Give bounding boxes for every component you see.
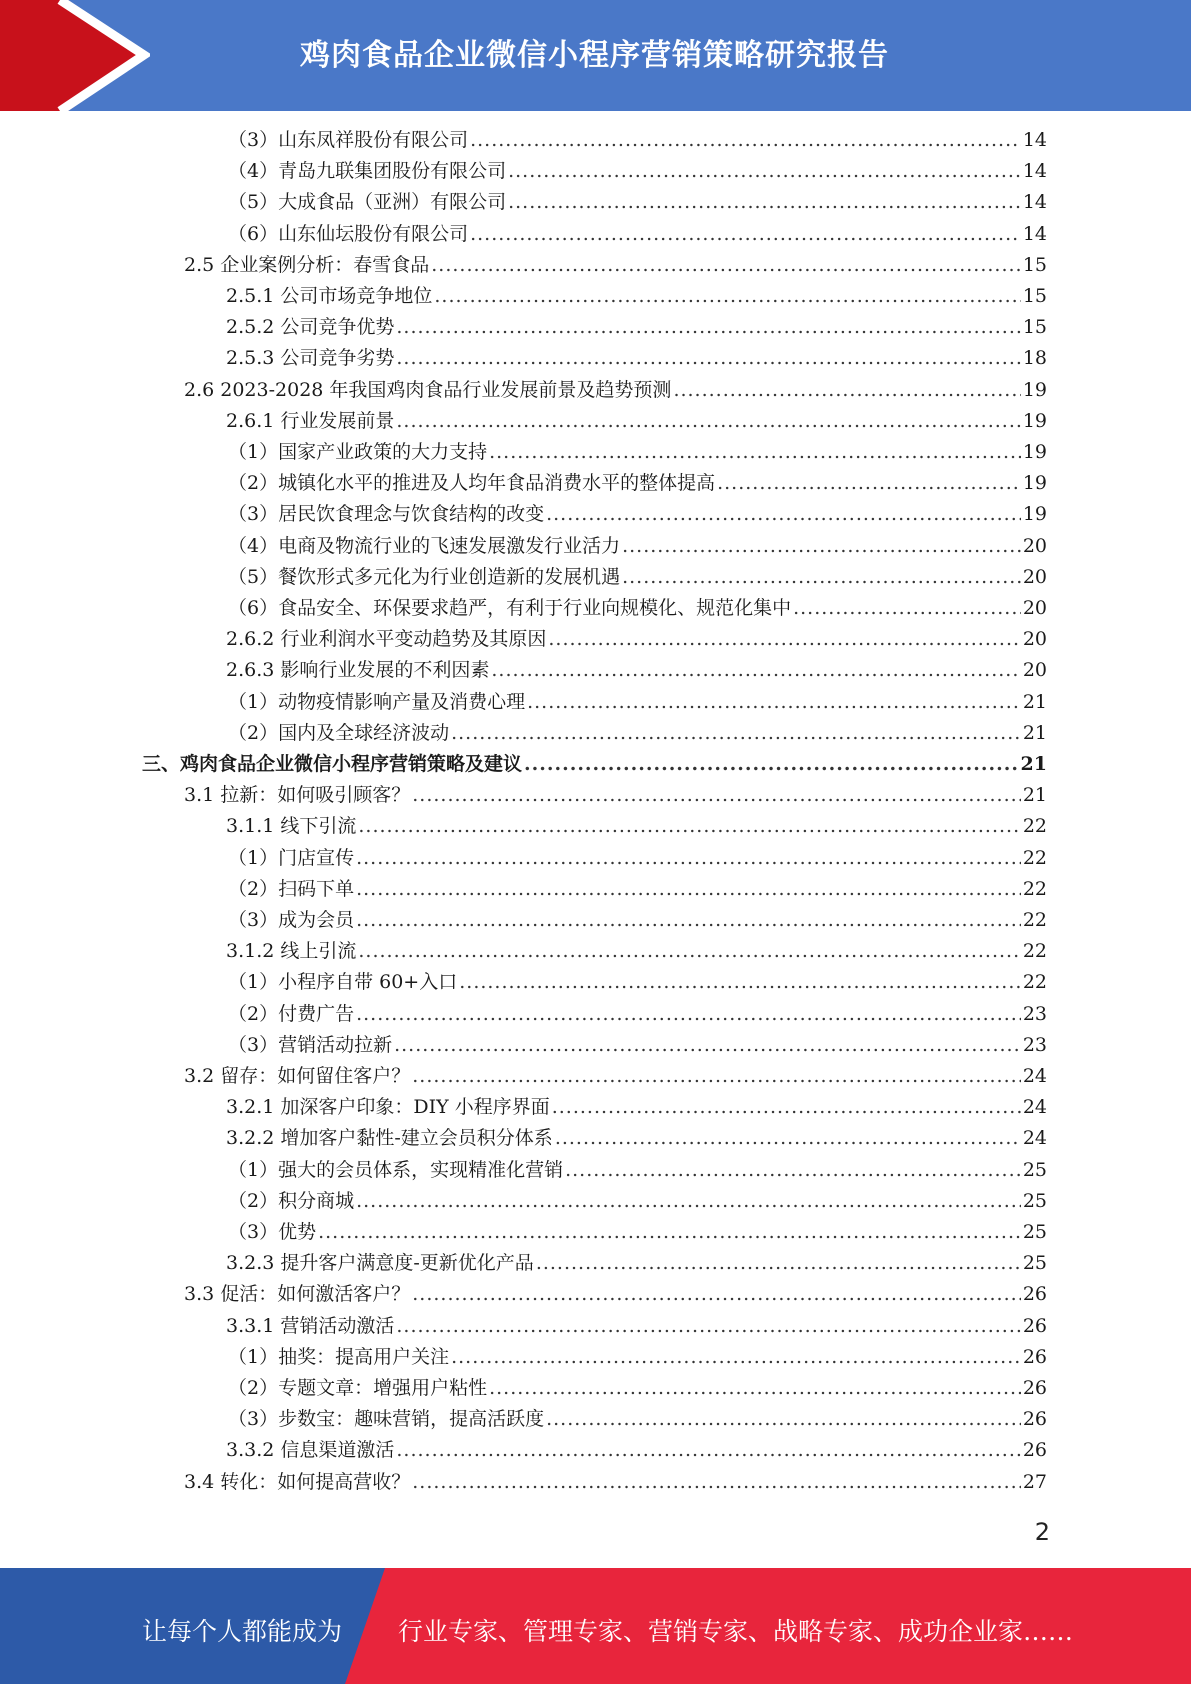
toc-entry[interactable] [228, 1155, 1047, 1186]
toc-entry[interactable] [228, 1186, 1047, 1217]
page-header [0, 0, 1191, 111]
toc-entry-page: 26 [1022, 1439, 1047, 1462]
toc-dot-leader [396, 1311, 1020, 1342]
toc-dot-leader [412, 1279, 1021, 1310]
toc-entry-title: 3.3.2 信息渠道激活 [226, 1439, 395, 1462]
toc-dot-leader [356, 874, 1021, 905]
toc-dot-leader [491, 655, 1020, 686]
toc-dot-leader [396, 343, 1020, 374]
toc-entry[interactable] [228, 687, 1047, 718]
toc-entry[interactable] [228, 905, 1047, 936]
toc-dot-leader [527, 687, 1021, 718]
footer-slogan-left: 让每个人都能成为 [142, 1617, 343, 1646]
toc-entry[interactable] [228, 1217, 1047, 1248]
page-number: 2 [1034, 1518, 1050, 1546]
toc-entry-title: （3）山东凤祥股份有限公司 [228, 129, 469, 151]
toc-entry[interactable] [228, 562, 1047, 593]
toc-dot-leader [555, 1123, 1021, 1154]
toc-entry-title: 三、鸡肉食品企业微信小程序营销策略及建议 [142, 753, 523, 775]
toc-dot-leader [470, 219, 1021, 250]
toc-entry-title: （2）扫码下单 [228, 877, 355, 900]
toc-entry[interactable] [226, 281, 1047, 312]
toc-dot-leader [356, 999, 1021, 1030]
toc-entry[interactable] [228, 1404, 1047, 1435]
toc-entry-title: （1）强大的会员体系，实现精准化营销 [228, 1158, 564, 1181]
toc-dot-leader [358, 811, 1020, 842]
toc-entry-title: （6）食品安全、环保要求趋严，有利于行业向规模化、规范化集中 [228, 597, 792, 619]
toc-entry-page: 21 [1022, 784, 1047, 807]
toc-entry-page: 22 [1022, 940, 1047, 963]
toc-entry-title: （1）动物疫情影响产量及消费心理 [228, 690, 526, 713]
toc-entry[interactable] [228, 593, 1047, 624]
toc-dot-leader [793, 593, 1021, 624]
toc-dot-leader [431, 250, 1021, 281]
toc-entry[interactable] [226, 1311, 1047, 1342]
toc-entry-page: 15 [1022, 253, 1047, 276]
toc-dot-leader [470, 125, 1021, 156]
toc-entry-page: 21 [1022, 721, 1047, 744]
toc-dot-leader [548, 624, 1020, 655]
toc-entry[interactable] [226, 312, 1047, 343]
toc-entry[interactable] [228, 156, 1047, 187]
toc-entry[interactable] [228, 718, 1047, 749]
toc-dot-leader [622, 531, 1021, 562]
toc-entry-page: 20 [1022, 659, 1047, 682]
toc-dot-leader [622, 562, 1021, 593]
toc-entry-title: 3.4 转化：如何提高营收？ [184, 1470, 411, 1493]
toc-entry-page: 19 [1022, 441, 1047, 463]
toc-entry-page: 19 [1022, 472, 1047, 495]
toc-dot-leader [717, 468, 1021, 499]
toc-entry-page: 20 [1022, 534, 1047, 557]
toc-entry-page: 19 [1022, 378, 1047, 401]
toc-entry-title: （2）付费广告 [228, 1002, 355, 1025]
toc-entry-page: 18 [1022, 347, 1047, 370]
toc-entry-title: （3）营销活动拉新 [228, 1033, 393, 1056]
toc-dot-leader [508, 156, 1021, 187]
toc-entry-page: 20 [1022, 565, 1047, 588]
toc-entry[interactable] [228, 437, 1047, 468]
toc-entry-page: 14 [1022, 191, 1047, 214]
toc-entry-page: 26 [1022, 1377, 1047, 1399]
toc-entry-title: 2.6.1 行业发展前景 [226, 409, 395, 432]
toc-dot-leader [356, 843, 1021, 874]
toc-entry[interactable] [228, 531, 1047, 562]
toc-entry[interactable] [226, 624, 1047, 655]
toc-entry[interactable] [184, 1279, 1047, 1310]
toc-entry-title: （2）城镇化水平的推进及人均年食品消费水平的整体提高 [228, 472, 716, 495]
toc-entry-title: 3.1.2 线上引流 [226, 940, 357, 963]
toc-entry-title: 3.2.3 提升客户满意度-更新优化产品 [226, 1252, 534, 1275]
toc-entry-page: 21 [1022, 690, 1047, 713]
toc-dot-leader [358, 936, 1020, 967]
toc-entry-page: 24 [1022, 1127, 1047, 1150]
toc-dot-leader [396, 312, 1020, 343]
toc-dot-leader [434, 281, 1020, 312]
toc-entry-page: 22 [1022, 877, 1047, 900]
toc-entry-title: 3.3.1 营销活动激活 [226, 1314, 395, 1337]
toc-entry-page: 26 [1022, 1345, 1047, 1368]
toc-entry[interactable] [226, 1435, 1047, 1466]
toc-entry-title: （5）大成食品（亚洲）有限公司 [228, 191, 507, 214]
toc-entry-title: （5）餐饮形式多元化为行业创造新的发展机遇 [228, 565, 621, 588]
toc-entry-title: 2.5.2 公司竞争优势 [226, 316, 395, 339]
toc-dot-leader [451, 718, 1021, 749]
toc-entry-title: （1）国家产业政策的大力支持 [228, 441, 488, 463]
toc-entry-title: 3.2 留存：如何留住客户？ [184, 1065, 411, 1087]
toc-dot-leader [536, 1248, 1021, 1279]
toc-dot-leader [451, 1342, 1021, 1373]
toc-dot-leader [356, 905, 1021, 936]
toc-entry[interactable] [142, 749, 1047, 780]
toc-dot-leader [412, 780, 1021, 811]
toc-dot-leader [524, 749, 1019, 780]
toc-entry[interactable] [184, 250, 1047, 281]
toc-entry-page: 27 [1022, 1470, 1047, 1493]
toc-entry[interactable] [228, 219, 1047, 250]
toc-entry[interactable] [184, 1467, 1047, 1498]
toc-entry[interactable] [226, 343, 1047, 374]
toc-entry-title: （6）山东仙坛股份有限公司 [228, 222, 469, 245]
page-footer [0, 1568, 1191, 1684]
toc-entry-page: 20 [1022, 628, 1047, 651]
toc-entry[interactable] [226, 1123, 1047, 1154]
header-red-arrow-icon [0, 0, 150, 111]
toc-entry-title: （1）小程序自带 60+入口 [228, 971, 458, 994]
toc-entry-page: 14 [1022, 222, 1047, 245]
toc-entry-page: 23 [1022, 1002, 1047, 1025]
toc-entry-page: 19 [1022, 409, 1047, 432]
toc-entry[interactable] [226, 811, 1047, 842]
toc-entry[interactable] [228, 999, 1047, 1030]
toc-entry-title: 3.2.1 加深客户印象：DIY 小程序界面 [226, 1096, 550, 1119]
document-title: 鸡肉食品企业微信小程序营销策略研究报告 [300, 38, 889, 73]
toc-entry-page: 23 [1022, 1033, 1047, 1056]
toc-entry-title: （3）步数宝：趣味营销，提高活跃度 [228, 1408, 545, 1431]
toc-entry[interactable] [184, 780, 1047, 811]
toc-entry-page: 20 [1022, 597, 1047, 619]
toc-entry-page: 14 [1022, 129, 1047, 151]
toc-entry[interactable] [228, 468, 1047, 499]
toc-entry[interactable] [226, 1248, 1047, 1279]
toc-dot-leader [356, 1186, 1021, 1217]
toc-entry-page: 22 [1022, 971, 1047, 994]
toc-dot-leader [394, 1030, 1021, 1061]
toc-entry[interactable] [228, 874, 1047, 905]
toc-entry[interactable] [228, 125, 1047, 156]
toc-entry-title: （1）门店宣传 [228, 846, 355, 869]
toc-entry-page: 25 [1022, 1189, 1047, 1212]
toc-entry-title: （1）抽奖：提高用户关注 [228, 1345, 450, 1368]
toc-dot-leader [546, 499, 1021, 530]
toc-entry[interactable] [228, 967, 1047, 998]
footer-slogan-right: 行业专家、管理专家、营销专家、战略专家、成功企业家…… [398, 1617, 1074, 1646]
toc-entry-page: 26 [1022, 1314, 1047, 1337]
toc-entry-page: 25 [1022, 1221, 1047, 1243]
toc-entry-page: 15 [1022, 285, 1047, 307]
toc-entry[interactable] [228, 1373, 1047, 1404]
toc-entry-title: （2）积分商城 [228, 1189, 355, 1212]
toc-entry-page: 14 [1022, 160, 1047, 183]
toc-dot-leader [412, 1467, 1021, 1498]
toc-entry-page: 19 [1022, 503, 1047, 526]
toc-dot-leader [489, 437, 1021, 468]
toc-dot-leader [396, 1435, 1020, 1466]
toc-entry-title: 3.1.1 线下引流 [226, 815, 357, 838]
toc-entry[interactable] [228, 187, 1047, 218]
toc-entry[interactable] [226, 655, 1047, 686]
toc-entry-title: 2.6.2 行业利润水平变动趋势及其原因 [226, 628, 547, 651]
toc-entry-title: （3）居民饮食理念与饮食结构的改变 [228, 503, 545, 526]
toc-entry-page: 25 [1022, 1158, 1047, 1181]
toc-entry-page: 24 [1022, 1096, 1047, 1119]
toc-entry-title: （4）电商及物流行业的飞速发展激发行业活力 [228, 534, 621, 557]
toc-entry-title: 2.5.1 公司市场竞争地位 [226, 285, 433, 307]
toc-entry-page: 24 [1022, 1065, 1047, 1087]
toc-entry-page: 25 [1022, 1252, 1047, 1275]
toc-entry[interactable] [226, 406, 1047, 437]
toc-entry-page: 22 [1022, 909, 1047, 931]
toc-entry-title: 3.2.2 增加客户黏性-建立会员积分体系 [226, 1127, 553, 1150]
toc-entry[interactable] [228, 499, 1047, 530]
toc-entry-title: 2.5 企业案例分析：春雪食品 [184, 253, 430, 276]
toc-entry-title: 2.5.3 公司竞争劣势 [226, 347, 395, 370]
toc-entry-title: 3.1 拉新：如何吸引顾客？ [184, 784, 411, 807]
toc-dot-leader [459, 967, 1021, 998]
toc-entry-page: 21 [1020, 753, 1047, 775]
toc-entry[interactable] [226, 936, 1047, 967]
toc-dot-leader [565, 1155, 1021, 1186]
toc-dot-leader [396, 406, 1020, 437]
toc-entry[interactable] [226, 1092, 1047, 1123]
toc-entry-title: 2.6 2023-2028 年我国鸡肉食品行业发展前景及趋势预测 [184, 378, 672, 401]
toc-entry[interactable] [184, 375, 1047, 406]
toc-entry-title: 2.6.3 影响行业发展的不利因素 [226, 659, 490, 682]
toc-dot-leader [673, 375, 1020, 406]
toc-entry-page: 15 [1022, 316, 1047, 339]
toc-dot-leader [508, 187, 1021, 218]
toc-entry-title: 3.3 促活：如何激活客户？ [184, 1283, 411, 1306]
toc-entry-title: （4）青岛九联集团股份有限公司 [228, 160, 507, 183]
toc-entry[interactable] [228, 843, 1047, 874]
toc-dot-leader [489, 1373, 1021, 1404]
toc-entry[interactable] [184, 1061, 1047, 1092]
toc-dot-leader [412, 1061, 1021, 1092]
toc-entry[interactable] [228, 1342, 1047, 1373]
toc-entry-page: 22 [1022, 815, 1047, 838]
toc-entry-title: （2）专题文章：增强用户粘性 [228, 1377, 488, 1399]
toc-entry-page: 26 [1022, 1283, 1047, 1306]
toc-entry-title: （3）成为会员 [228, 909, 355, 931]
toc-dot-leader [552, 1092, 1021, 1123]
toc-entry-title: （2）国内及全球经济波动 [228, 721, 450, 744]
toc-dot-leader [546, 1404, 1021, 1435]
toc-entry-title: （3）优势 [228, 1221, 317, 1243]
toc-entry-page: 22 [1022, 846, 1047, 869]
toc-entry[interactable] [228, 1030, 1047, 1061]
toc-entry-page: 26 [1022, 1408, 1047, 1431]
toc-dot-leader [318, 1217, 1021, 1248]
